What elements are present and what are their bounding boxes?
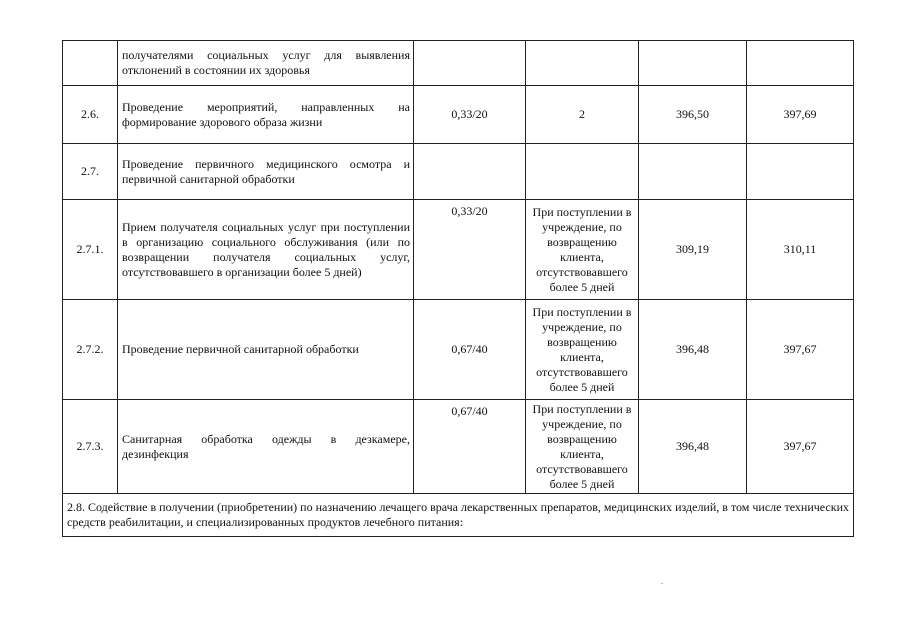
norm-cell: 0,67/40 (414, 300, 526, 400)
table-row (63, 144, 854, 200)
norm-cell (414, 144, 526, 200)
table-row (63, 494, 854, 537)
norm-cell: 0,67/40 (414, 400, 526, 494)
table-row (63, 300, 854, 400)
row-number: 2.7.1. (63, 200, 118, 300)
norm-cell: 0,33/20 (414, 200, 526, 300)
section-heading-2-8: 2.8. Содействие в получении (приобретении) по назначению лечащего врача лекарственных препаратов, медицинских изделий, в том числе технических средств реабилитации, и специализированных продуктов лечебного питания: (63, 494, 854, 537)
frequency-cell: При поступлении в учреждение, по возвращению клиента, отсутствовавшего более 5 дней (526, 300, 639, 400)
row-number (63, 41, 118, 86)
row-number: 2.7. (63, 144, 118, 200)
frequency-cell: При поступлении в учреждение, по возвращению клиента, отсутствовавшего более 5 дней (526, 200, 639, 300)
service-name: Санитарная обработка одежды в дезкамере, дезинфекция (118, 400, 414, 494)
tariff-cell-1 (639, 144, 747, 200)
service-name: Прием получателя социальных услуг при поступлении в организацию социального обслуживания (или по возвращении получателя социальных услуг, отсутствовавшего в организации более 5 дней) (118, 200, 414, 300)
tariff-cell-2: 310,11 (747, 200, 854, 300)
tariff-cell-1: 309,19 (639, 200, 747, 300)
service-name: Проведение мероприятий, направленных на формирование здорового образа жизни (118, 86, 414, 144)
table-row (63, 400, 854, 494)
tariff-cell-1: 396,50 (639, 86, 747, 144)
table-row (63, 86, 854, 144)
norm-cell (414, 41, 526, 86)
tariff-cell-1: 396,48 (639, 300, 747, 400)
frequency-cell (526, 144, 639, 200)
tariff-cell-1 (639, 41, 747, 86)
tariff-cell-1: 396,48 (639, 400, 747, 494)
row-number: 2.6. (63, 86, 118, 144)
service-name: Проведение первичной санитарной обработки (118, 300, 414, 400)
frequency-cell: При поступлении в учреждение, по возвращению клиента, отсутствовавшего более 5 дней (526, 400, 639, 494)
row-number: 2.7.2. (63, 300, 118, 400)
norm-cell: 0,33/20 (414, 86, 526, 144)
service-name: Проведение первичного медицинского осмотра и первичной санитарной обработки (118, 144, 414, 200)
table-row (63, 41, 854, 86)
frequency-cell: 2 (526, 86, 639, 144)
tariff-cell-2 (747, 41, 854, 86)
tariff-cell-2: 397,67 (747, 300, 854, 400)
tariff-cell-2: 397,67 (747, 400, 854, 494)
row-number: 2.7.3. (63, 400, 118, 494)
services-tariff-table (62, 40, 854, 537)
service-name: получателями социальных услуг для выявления отклонений в состоянии их здоровья (118, 41, 414, 86)
tariff-cell-2: 397,69 (747, 86, 854, 144)
tariff-cell-2 (747, 144, 854, 200)
scan-speck (661, 583, 663, 584)
table-row (63, 200, 854, 300)
frequency-cell (526, 41, 639, 86)
